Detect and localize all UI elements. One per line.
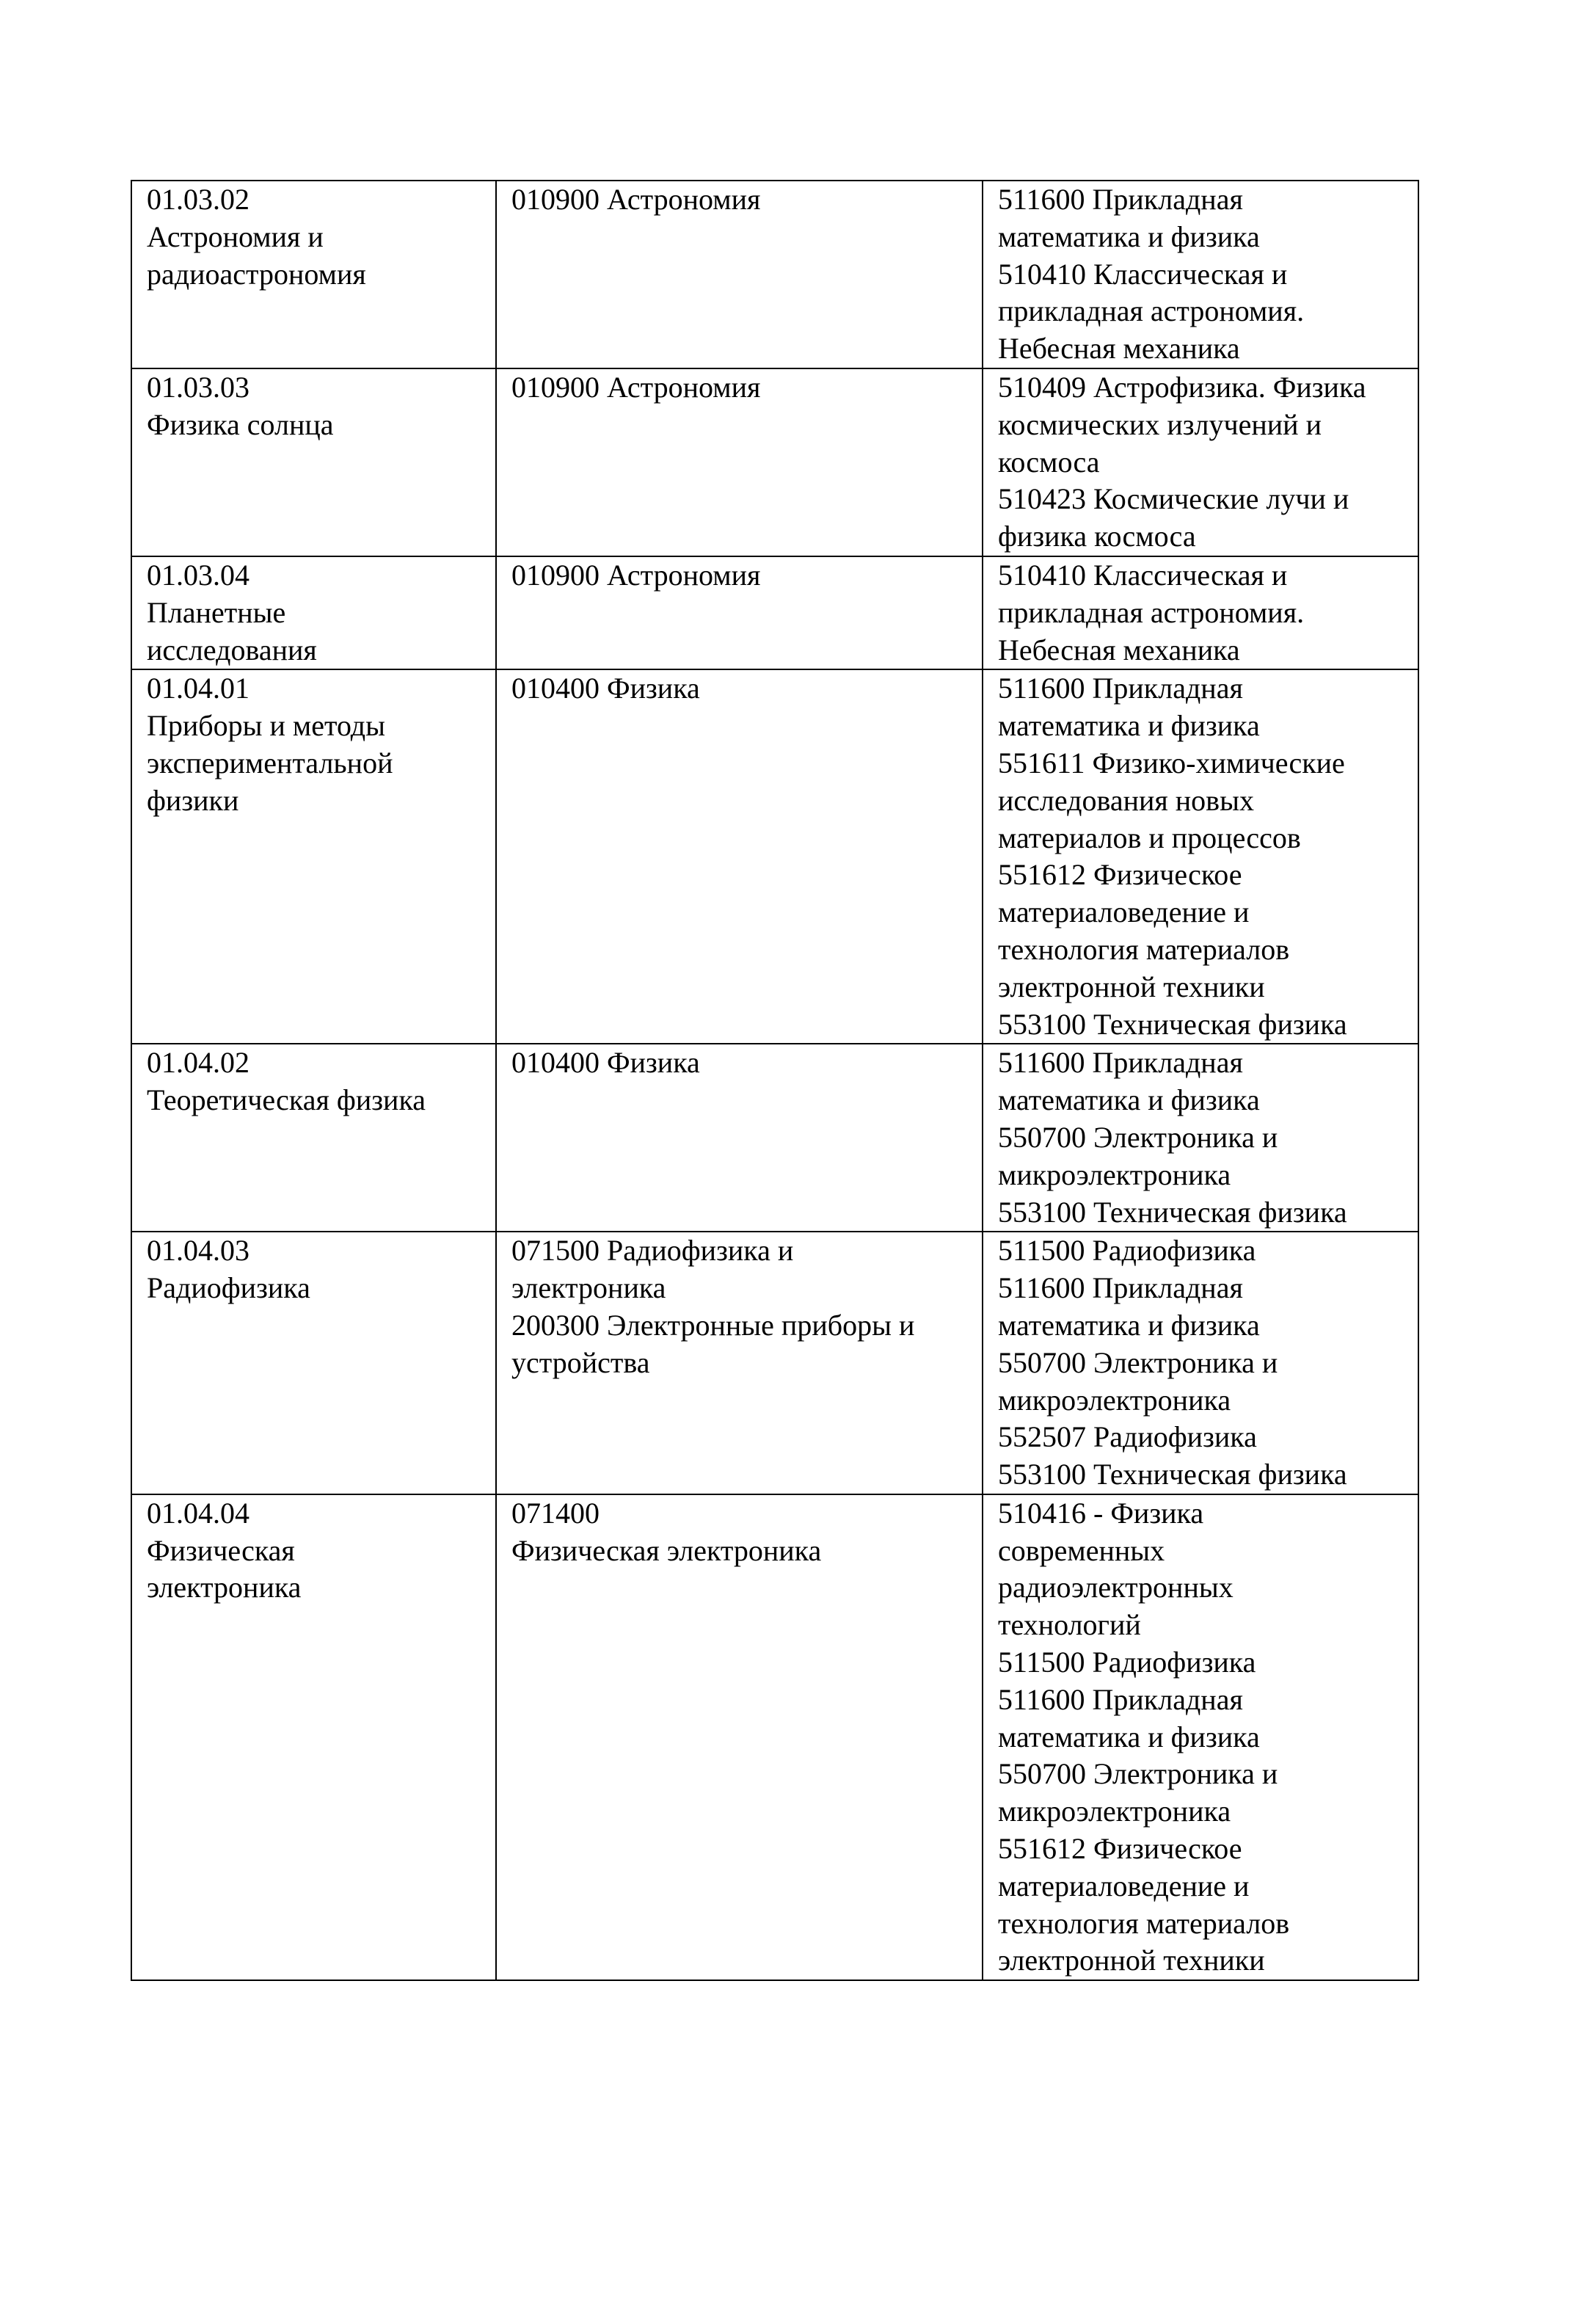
cell-line: 510423 Космические лучи и [998, 482, 1349, 516]
cell-line: математика и физика [998, 219, 1260, 253]
old-specialty-cell [496, 1044, 983, 1232]
cell-line: Планетные [147, 595, 286, 629]
table-row [131, 556, 1418, 669]
cell-line: электронной техники [998, 1944, 1265, 1977]
cell-line: 510410 Классическая и [998, 558, 1288, 592]
cell-line: Астрономия и [147, 219, 324, 253]
cell-line: 010400 Физика [511, 1046, 700, 1080]
cell-line: Небесная механика [998, 332, 1240, 366]
cell-line: 01.04.04 [147, 1496, 249, 1530]
cell-line: 553100 Техническая физика [998, 1007, 1347, 1041]
cell-line: 511600 Прикладная [998, 672, 1243, 705]
cell-line: радиоастрономия [147, 257, 366, 291]
old-specialty-cell [496, 1494, 983, 1980]
cell-line: 511600 Прикладная [998, 1682, 1243, 1716]
specialty-code-cell [131, 1494, 496, 1980]
cell-line: электроника [147, 1571, 302, 1604]
cell-line: материалов и процессов [998, 821, 1301, 854]
specialty-code-cell [131, 368, 496, 556]
old-specialty-cell [496, 669, 983, 1044]
cell-line: технология материалов [998, 932, 1290, 966]
cell-line: 510409 Астрофизика. Физика [998, 370, 1366, 404]
related-directions-cell [983, 556, 1418, 669]
cell-line: 01.03.04 [147, 558, 249, 592]
cell-line: 510410 Классическая и [998, 257, 1288, 291]
cell-line: 01.04.01 [147, 672, 249, 705]
cell-line: 550700 Электроника и [998, 1120, 1278, 1154]
cell-line: Физическая [147, 1533, 295, 1567]
cell-line: 550700 Электроника и [998, 1757, 1278, 1791]
cell-line: физика космоса [998, 520, 1196, 553]
old-specialty-cell [496, 181, 983, 368]
cell-line: 010900 Астрономия [511, 183, 761, 216]
cell-line: 01.04.02 [147, 1046, 249, 1080]
cell-line: 550700 Электроника и [998, 1345, 1278, 1379]
cell-line: технологий [998, 1608, 1141, 1642]
related-directions-cell [983, 181, 1418, 368]
old-specialty-cell [496, 1232, 983, 1494]
specialty-code-cell [131, 669, 496, 1044]
cell-line: микроэлектроника [998, 1383, 1231, 1417]
table-row [131, 669, 1418, 1044]
cell-line: 200300 Электронные приборы и [511, 1308, 915, 1342]
related-directions-cell [983, 1232, 1418, 1494]
cell-line: 010900 Астрономия [511, 370, 761, 404]
cell-line: исследования [147, 633, 317, 666]
cell-line: 511600 Прикладная [998, 1046, 1243, 1080]
cell-line: Теоретическая физика [147, 1083, 426, 1117]
cell-line: 071500 Радиофизика и [511, 1234, 794, 1268]
cell-line: Приборы и методы [147, 709, 386, 743]
specialty-code-cell [131, 556, 496, 669]
cell-line: современных [998, 1533, 1165, 1567]
cell-line: 01.04.03 [147, 1234, 249, 1268]
cell-line: прикладная астрономия. [998, 595, 1305, 629]
cell-line: 511500 Радиофизика [998, 1646, 1256, 1679]
cell-line: Радиофизика [147, 1271, 310, 1305]
cell-line: 551612 Физическое [998, 858, 1242, 892]
cell-line: Небесная механика [998, 633, 1240, 666]
cell-line: электроника [511, 1271, 666, 1305]
cell-line: микроэлектроника [998, 1157, 1231, 1191]
old-specialty-cell [496, 556, 983, 669]
cell-line: космоса [998, 445, 1100, 479]
table-row [131, 1232, 1418, 1494]
cell-line: 553100 Техническая физика [998, 1195, 1347, 1229]
cell-line: Физическая электроника [511, 1533, 822, 1567]
cell-line: 010400 Физика [511, 672, 700, 705]
cell-line: материаловедение и [998, 1869, 1250, 1902]
cell-line: 551612 Физическое [998, 1832, 1242, 1866]
cell-line: 071400 [511, 1496, 600, 1530]
cell-line: 552507 Радиофизика [998, 1420, 1257, 1454]
cell-line: 511600 Прикладная [998, 183, 1243, 216]
related-directions-cell [983, 669, 1418, 1044]
cell-line: 010900 Астрономия [511, 558, 761, 592]
cell-line: математика и физика [998, 709, 1260, 743]
specialty-code-cell [131, 181, 496, 368]
related-directions-cell [983, 1044, 1418, 1232]
related-directions-cell [983, 1494, 1418, 1980]
table-body [131, 181, 1418, 1980]
cell-line: 01.03.03 [147, 370, 249, 404]
specialty-correspondence-table [131, 180, 1419, 1981]
cell-line: исследования новых [998, 783, 1254, 817]
cell-line: прикладная астрономия. [998, 294, 1305, 328]
specialty-code-cell [131, 1232, 496, 1494]
table-row [131, 181, 1418, 368]
cell-line: электронной техники [998, 970, 1265, 1003]
cell-line: 511600 Прикладная [998, 1271, 1243, 1305]
cell-line: 510416 - Физика [998, 1496, 1204, 1530]
cell-line: радиоэлектронных [998, 1571, 1234, 1604]
cell-line: математика и физика [998, 1083, 1260, 1117]
cell-line: математика и физика [998, 1720, 1260, 1753]
cell-line: материаловедение и [998, 895, 1250, 929]
cell-line: 511500 Радиофизика [998, 1234, 1256, 1268]
cell-line: устройства [511, 1345, 650, 1379]
specialty-code-cell [131, 1044, 496, 1232]
cell-line: физики [147, 783, 239, 817]
cell-line: 01.03.02 [147, 183, 249, 216]
related-directions-cell [983, 368, 1418, 556]
cell-line: технология материалов [998, 1906, 1290, 1940]
cell-line: космических излучений и [998, 407, 1322, 441]
cell-line: Физика солнца [147, 407, 334, 441]
cell-line: 553100 Техническая физика [998, 1458, 1347, 1491]
cell-line: микроэлектроника [998, 1795, 1231, 1828]
table-row [131, 368, 1418, 556]
cell-line: математика и физика [998, 1308, 1260, 1342]
cell-line: 551611 Физико-химические [998, 746, 1345, 779]
table-row [131, 1044, 1418, 1232]
table-row [131, 1494, 1418, 1980]
cell-line: экспериментальной [147, 746, 393, 779]
old-specialty-cell [496, 368, 983, 556]
